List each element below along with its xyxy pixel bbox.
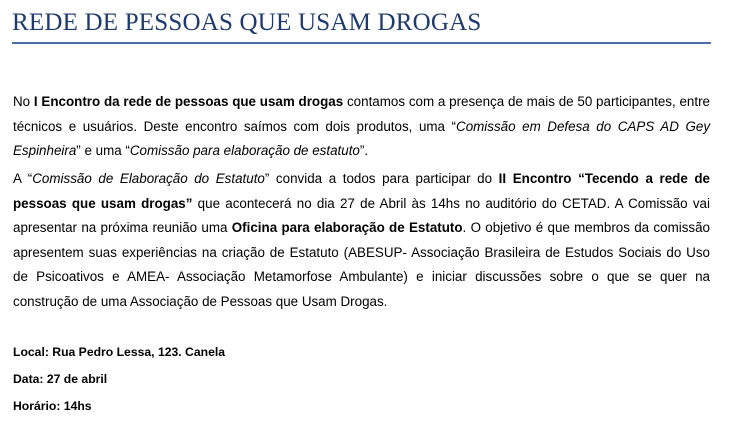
p2-text-3: que acontecerá no dia 27 de Abril às 14hs no auditório do CETAD. A Comissão vai apresentar na próxima reunião uma [13, 195, 710, 235]
p1-text-3: ” e uma “ [76, 143, 130, 158]
title-underline [12, 42, 711, 44]
event-location: Local: Rua Pedro Lessa, 123. Canela [13, 345, 226, 359]
p1-italic-commission-caps: Comissão em Defesa do CAPS AD Gey Espinheira [13, 118, 711, 158]
p1-bold-meeting-name: I Encontro da rede de pessoas que usam drogas [33, 94, 344, 109]
p2-text-1: A “ [13, 171, 33, 186]
p2-italic-commission: Comissão de Elaboração do Estatuto [32, 171, 265, 186]
event-date: Data: 27 de abril [13, 372, 108, 386]
p1-text-4: ”. [359, 143, 369, 158]
paragraph-invitation [13, 167, 710, 314]
p1-text-1: No [13, 94, 34, 109]
p1-text-2: contamos com a presença de mais de 50 participantes, entre técnicos e usuários. Deste encontro saímos com dois produtos, uma “ [13, 94, 710, 134]
page-title: REDE DE PESSOAS QUE USAM DROGAS [12, 9, 482, 36]
p2-text-4: . O objetivo é que membros da comissão apresentem suas experiências na criação de Estatuto (ABESUP- Associação Brasileira de Estudos Sociais do Uso de Psicoativos e AMEA- Associação Metamorfose Ambulante) e iniciar discussões sobre o que se quer na construção de uma Associação de Pessoas que Usam Drogas. [13, 220, 710, 309]
event-time: Horário: 14hs [13, 399, 92, 413]
p1-italic-commission-statute: Comissão para elaboração de estatuto [129, 143, 360, 158]
p2-text-2: ” convida a todos para participar do [264, 171, 499, 186]
p2-bold-workshop: Oficina para elaboração de Estatuto [231, 220, 463, 235]
paragraph-first-meeting [13, 90, 710, 164]
p2-bold-second-meeting: II Encontro “Tecendo a rede de pessoas que usam drogas” [13, 171, 711, 211]
